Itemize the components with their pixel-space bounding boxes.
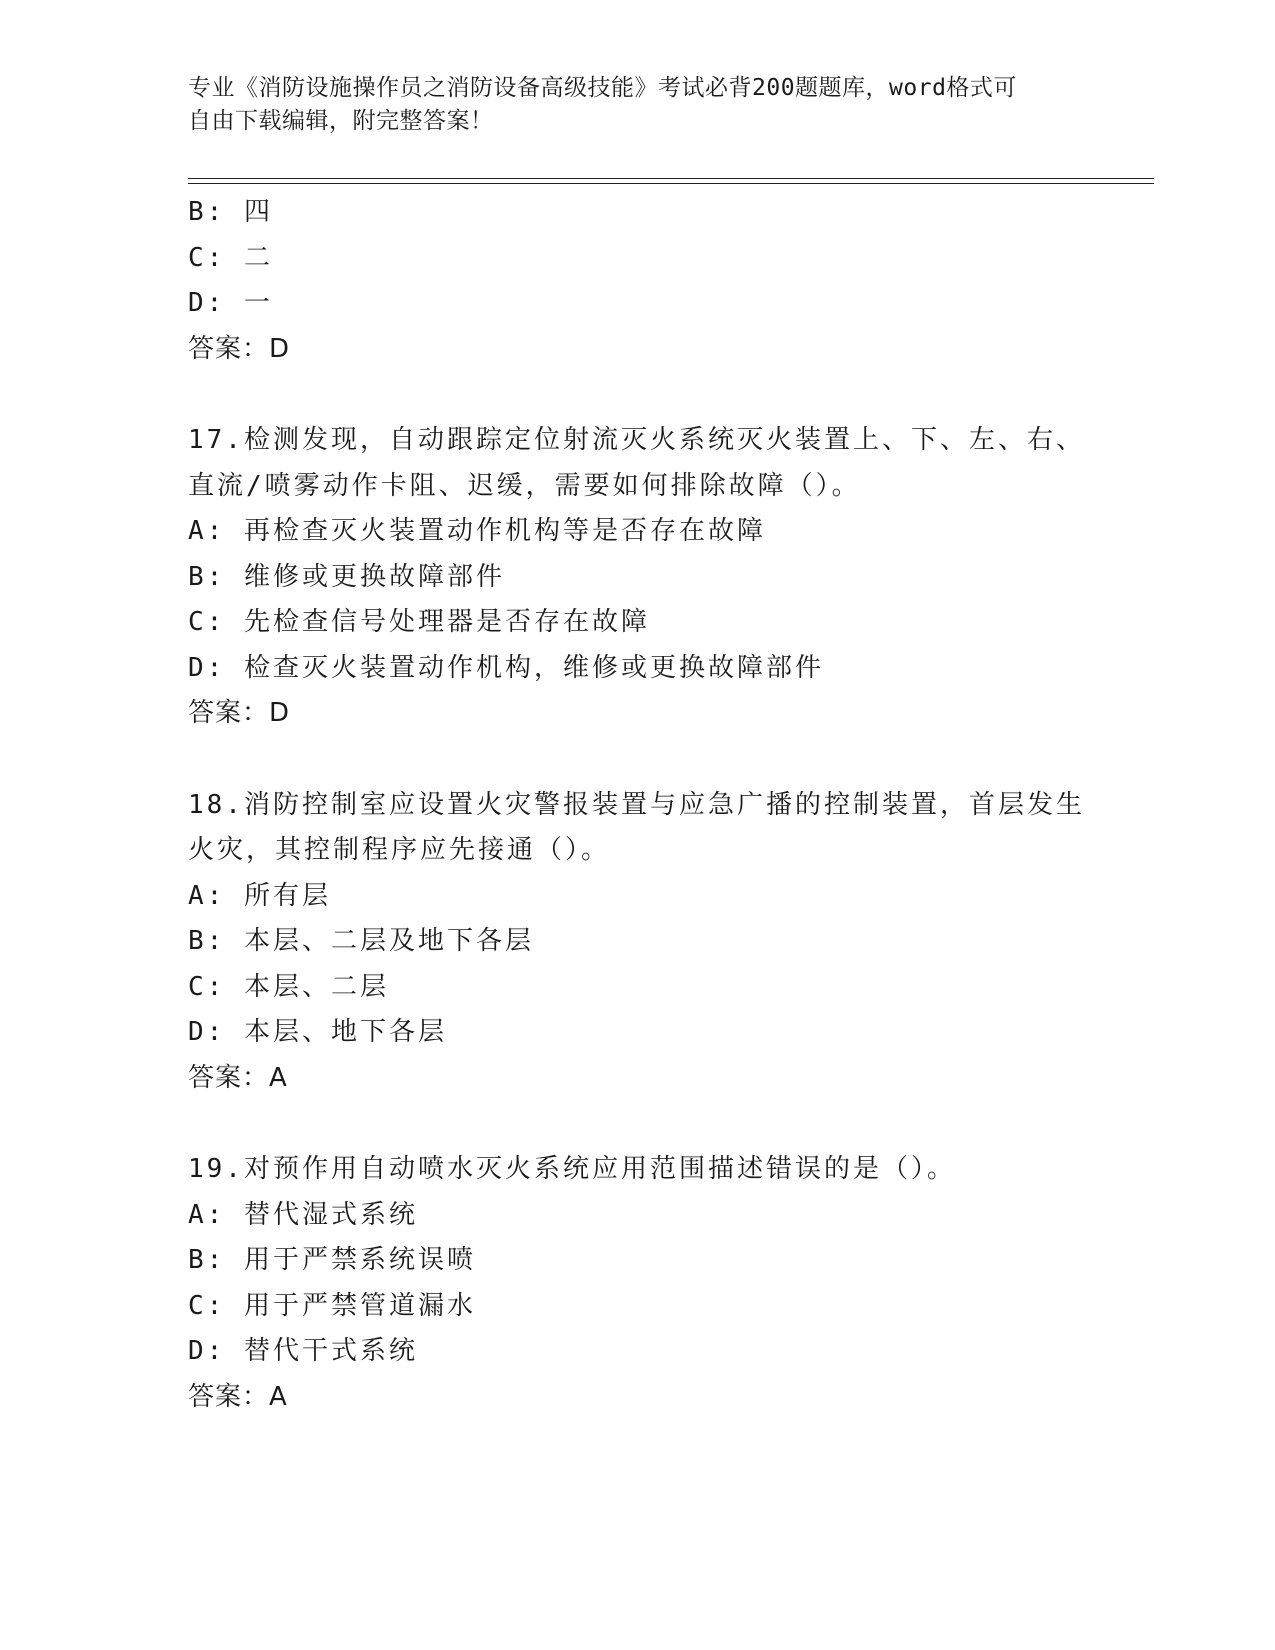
header-line-2: 自由下载编辑，附完整答案！ xyxy=(188,108,494,134)
document-body xyxy=(188,190,1154,1420)
option-b: B: 四 xyxy=(188,197,273,227)
question-stem: 17.检测发现，自动跟踪定位射流灭火系统灭火装置上、下、左、右、 xyxy=(188,425,1085,455)
answer: 答案：A xyxy=(188,1062,288,1093)
header-rule-bottom xyxy=(188,183,1154,184)
option-a: A: 替代湿式系统 xyxy=(188,1199,418,1230)
question-19 xyxy=(188,1147,1154,1420)
option-c: C: 先检查信号处理器是否存在故障 xyxy=(188,607,650,637)
option-a: A: 所有层 xyxy=(188,880,331,911)
header-line-1: 专业《消防设施操作员之消防设备高级技能》考试必背200题题库，word格式可 xyxy=(188,75,1017,101)
option-c: C: 本层、二层 xyxy=(188,971,389,1002)
question-stem: 直流/喷雾动作卡阻、迟缓，需要如何排除故障（）。 xyxy=(188,470,861,501)
answer: 答案：A xyxy=(188,1381,288,1412)
question-17 xyxy=(188,418,1154,737)
question-stem: 火灾，其控制程序应先接通（）。 xyxy=(188,835,611,865)
option-b: B: 本层、二层及地下各层 xyxy=(188,926,534,956)
question-stem: 19.对预作用自动喷水灭火系统应用范围描述错误的是（）。 xyxy=(188,1154,956,1184)
page-header xyxy=(188,72,1068,138)
option-c: C: 用于严禁管道漏水 xyxy=(188,1290,476,1321)
header-rule-top xyxy=(188,178,1154,179)
option-d: D: 检查灭火装置动作机构，维修或更换故障部件 xyxy=(188,652,824,683)
option-d: D: 替代干式系统 xyxy=(188,1336,418,1366)
partial-question xyxy=(188,190,1154,372)
option-a: A: 再检查灭火装置动作机构等是否存在故障 xyxy=(188,516,766,546)
question-stem: 18.消防控制室应设置火灾警报装置与应急广播的控制装置，首层发生 xyxy=(188,789,1085,820)
option-d: D: 一 xyxy=(188,288,273,318)
option-b: B: 维修或更换故障部件 xyxy=(188,561,505,592)
option-c: C: 二 xyxy=(188,242,273,273)
option-b: B: 用于严禁系统误喷 xyxy=(188,1245,476,1275)
answer: 答案：D xyxy=(188,698,291,728)
answer: 答案：D xyxy=(188,333,291,364)
question-18 xyxy=(188,783,1154,1102)
option-d: D: 本层、地下各层 xyxy=(188,1017,447,1047)
